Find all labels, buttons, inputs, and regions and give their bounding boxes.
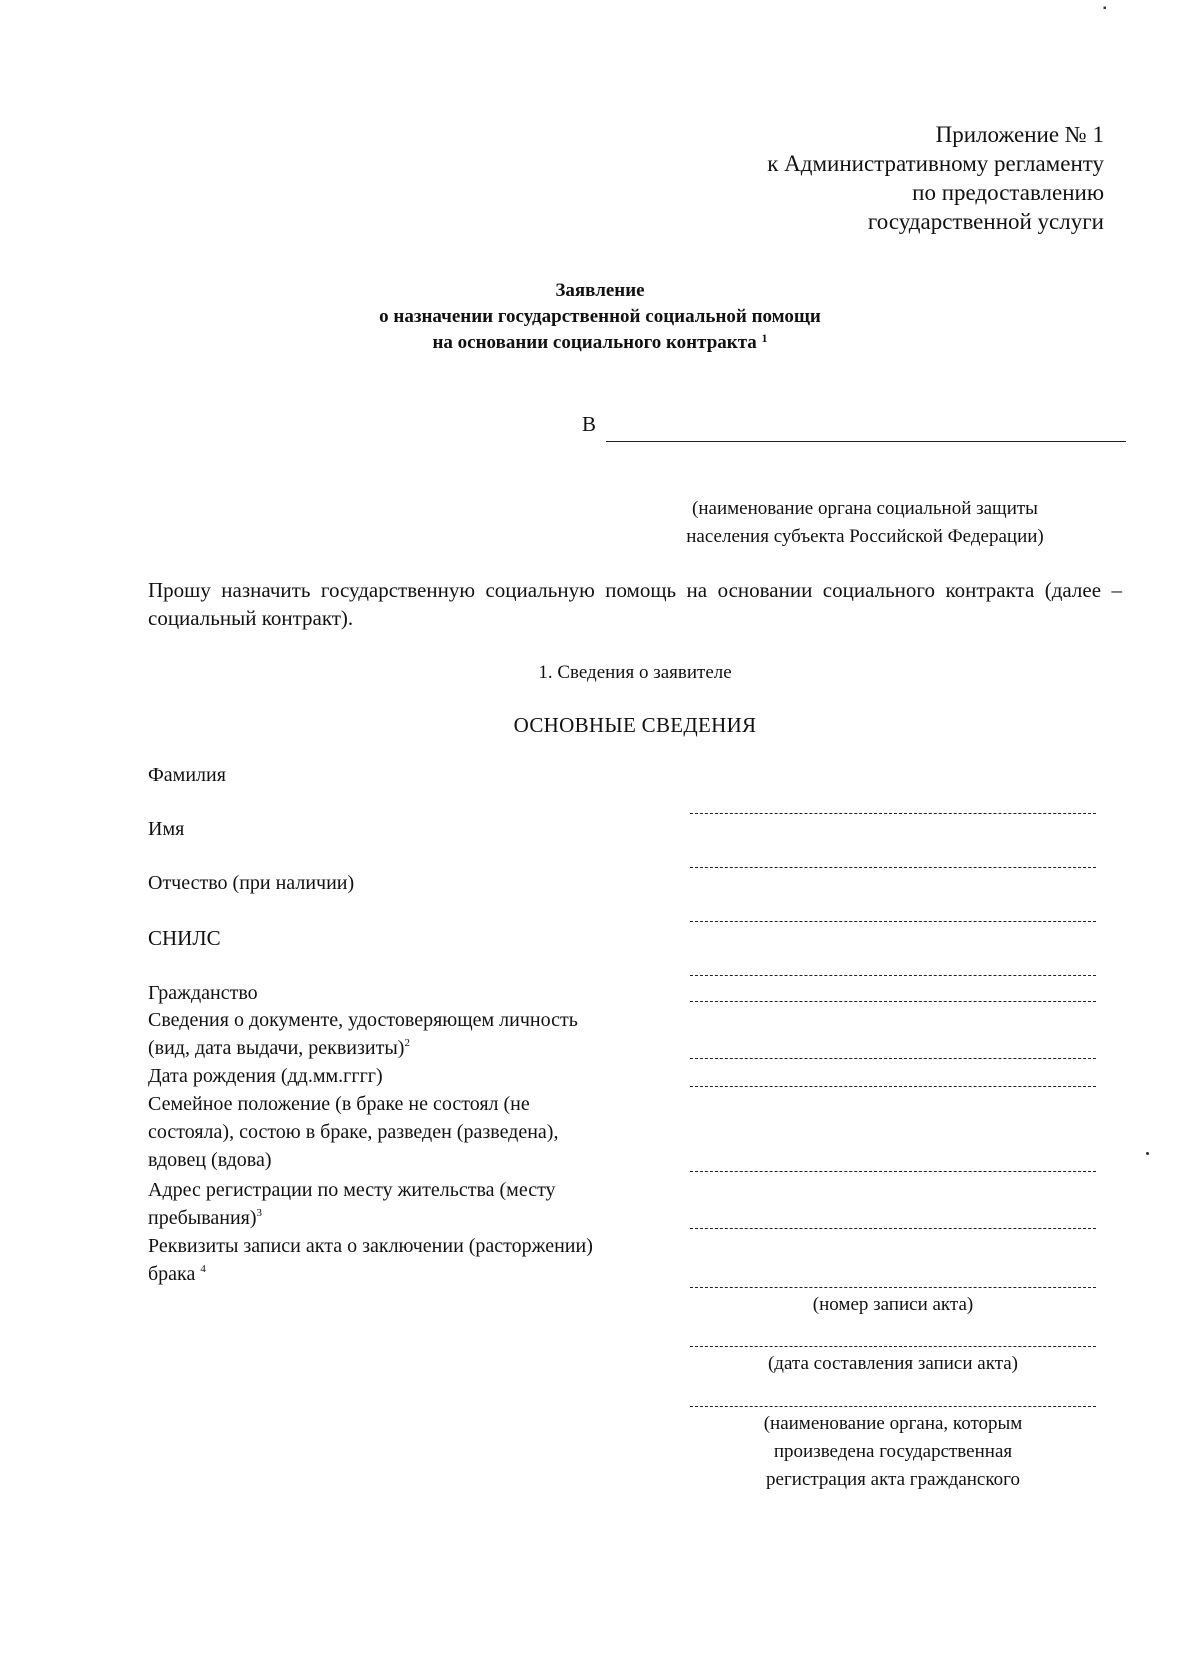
marital-status-input-line[interactable] [690, 1171, 1096, 1172]
marriage-record-label-line-2-text: брака [148, 1263, 196, 1285]
patronymic-label: Отчество (при наличии) [148, 872, 355, 894]
surname-label: Фамилия [148, 764, 226, 786]
snils-input-line[interactable] [690, 975, 1096, 976]
addressee-prefix: В [582, 412, 597, 436]
name-input-line[interactable] [690, 867, 1096, 868]
birth-date-input-line[interactable] [690, 1086, 1096, 1087]
title-line-3 [0, 330, 1200, 356]
scan-mark: ▪ [1103, 3, 1107, 14]
address-footnote-mark: 3 [256, 1207, 263, 1219]
title-line-3-text: на основании социального контракта [432, 332, 757, 353]
section-title: 1. Сведения о заявителе [538, 662, 732, 683]
marital-status-label-line-3: вдовец (вдова) [148, 1149, 272, 1171]
addressee-input-line[interactable] [606, 441, 1126, 442]
citizenship-label: Гражданство [148, 982, 258, 1004]
registrar-caption-line-2: произведена государственная [773, 1441, 1013, 1462]
marriage-record-label [148, 1232, 688, 1288]
act-date-input-line[interactable] [690, 1346, 1096, 1347]
address-label-line-2-text: пребывания) [148, 1207, 257, 1229]
snils-label: СНИЛС [148, 926, 221, 950]
surname-input-line[interactable] [690, 813, 1096, 814]
scan-dot [1146, 1152, 1149, 1155]
id-document-input-line[interactable] [690, 1058, 1096, 1059]
annex-header [767, 120, 1104, 236]
registrar-caption-line-1: (наименование органа, которым [763, 1413, 1023, 1434]
marital-status-label-line-1: Семейное положение (в браке не состоял (не [148, 1093, 530, 1115]
id-document-label-line-2-text: (вид, дата выдачи, реквизиты) [148, 1037, 405, 1059]
document-title [0, 278, 1200, 356]
address-label-line-2 [148, 1204, 688, 1232]
id-document-label [148, 1006, 688, 1062]
addressee-caption-line-1: (наименование органа социальной защиты [692, 498, 1038, 519]
registrar-input-line[interactable] [690, 1406, 1096, 1407]
marriage-record-label-line-2 [148, 1260, 688, 1288]
addressee-caption [620, 495, 1110, 551]
name-label: Имя [148, 818, 185, 840]
marriage-record-footnote-mark: 4 [200, 1263, 206, 1275]
address-label-line-1: Адрес регистрации по месту жительства (месту [148, 1179, 556, 1201]
subsection-title: ОСНОВНЫЕ СВЕДЕНИЯ [513, 713, 757, 737]
patronymic-input-line[interactable] [690, 921, 1096, 922]
marital-status-label [148, 1090, 688, 1174]
annex-line-1: Приложение № 1 [935, 122, 1104, 147]
title-line-1: Заявление [555, 280, 645, 301]
birth-date-label: Дата рождения (дд.мм.гггг) [148, 1065, 383, 1087]
annex-line-2: к Административному регламенту [767, 151, 1104, 176]
annex-line-4: государственной услуги [867, 209, 1104, 234]
address-input-line[interactable] [690, 1228, 1096, 1229]
marriage-record-label-line-1: Реквизиты записи акта о заключении (расторжении) [148, 1235, 593, 1257]
request-paragraph: Прошу назначить государственную социальную помощь на основании социального контракта (далее – социальный контракт). [148, 578, 1122, 630]
act-number-input-line[interactable] [690, 1287, 1096, 1288]
title-footnote-mark: 1 [761, 331, 768, 345]
id-document-label-line-1: Сведения о документе, удостоверяющем личность [148, 1009, 578, 1031]
id-document-footnote-mark: 2 [404, 1037, 410, 1049]
act-number-caption: (номер записи акта) [812, 1294, 974, 1315]
act-date-caption: (дата составления записи акта) [767, 1353, 1018, 1374]
marital-status-label-line-2: состояла), состою в браке, разведен (разведена), [148, 1121, 559, 1143]
addressee-caption-line-2: населения субъекта Российской Федерации) [686, 526, 1044, 547]
registrar-caption [690, 1410, 1096, 1494]
registrar-caption-line-3: регистрация акта гражданского [766, 1469, 1020, 1490]
title-line-2: о назначении государственной социальной помощи [379, 306, 821, 327]
annex-line-3: по предоставлению [912, 180, 1104, 205]
id-document-label-line-2 [148, 1034, 688, 1062]
citizenship-input-line[interactable] [690, 1001, 1096, 1002]
address-label [148, 1176, 688, 1232]
